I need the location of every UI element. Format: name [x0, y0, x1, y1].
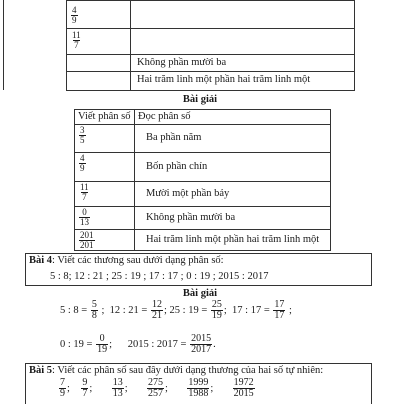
table-reading: Mười một phần bảy [146, 188, 230, 199]
equation-fraction: $\frac{2015}{2017}$ [191, 333, 212, 355]
exercise-4-items: 5 : 8; 12 : 21 ; 25 : 19 ; 17 : 17 ; 0 : 19 ; 2015 : 2017 [50, 271, 269, 282]
row-divider [75, 124, 330, 125]
table-reading: Hai trăm linh một phần hai trăm linh một [146, 234, 320, 245]
exercise-4-prompt: Bài 4: Viết các thương sau dưới dạng phân số: [29, 255, 224, 266]
solution-table [74, 109, 331, 251]
table-reading: Ba phần năm [146, 132, 202, 143]
equation-fraction: $\frac{12}{21}$ [151, 299, 162, 321]
solution-line-2 [60, 334, 216, 355]
row-divider [75, 229, 330, 230]
table-reading: Không phần mười ba [146, 212, 236, 223]
equation-fraction: $\frac{0}{19}$ [97, 333, 108, 355]
equation-text: 5 : 8 = [60, 305, 90, 316]
exercise-fraction: $\frac{7}{9}$ [60, 377, 65, 399]
table-fraction: $\frac{3}{5}$ [80, 125, 85, 145]
equation-text: ; [286, 305, 292, 316]
table-fraction: $\frac{0}{13}$ [80, 207, 89, 227]
solution-line-1 [60, 300, 292, 321]
table-fraction: $\frac{11}{7}$ [80, 182, 89, 202]
equation-text: ; 17 : 17 = [223, 305, 273, 316]
table-fraction: $\frac{201}{201}$ [80, 230, 94, 250]
exercise-fraction: $\frac{1972}{2015}$ [233, 377, 254, 399]
solution-title: Bài giải [182, 94, 218, 105]
row-divider [75, 181, 330, 182]
separator: ; [165, 383, 187, 394]
column-header: Viết phân số [78, 111, 131, 122]
equation-fraction: $\frac{17}{17}$ [274, 299, 285, 321]
row-divider [67, 54, 354, 55]
equation-text: ; 2015 : 2017 = [109, 339, 190, 350]
column-divider [130, 0, 131, 90]
exercise-fraction: $\frac{13}{13}$ [112, 377, 123, 399]
separator: ; [124, 383, 147, 394]
exercise-fraction: $\frac{275}{257}$ [148, 377, 164, 399]
row-divider [75, 206, 330, 207]
equation-text: 0 : 19 = [60, 339, 96, 350]
equation-text: . [213, 339, 216, 350]
exercise-table [66, 0, 355, 91]
exercise-fraction: $\frac{9}{7}$ [82, 377, 88, 399]
solution-title: Bài giải [182, 288, 218, 299]
row-divider [75, 152, 330, 153]
separator: ; [89, 383, 111, 394]
table-reading: Không phần mười ba [137, 57, 227, 68]
exercise-5-items [58, 378, 256, 399]
table-fraction: $\frac{11}{7}$ [72, 30, 81, 50]
equation-text: ; 25 : 19 = [163, 305, 210, 316]
column-header: Đọc phân số [138, 111, 191, 122]
exercise-fraction: $\frac{1999}{1988}$ [188, 377, 209, 399]
separator: ; [67, 383, 81, 394]
equation-text: ; 12 : 21 = [98, 305, 150, 316]
exercise-5-prompt: Bài 5: Viết các phân số sau đây dưới dạng thương của hai số tự nhiên: [29, 365, 324, 376]
table-fraction: $\frac{4}{9}$ [72, 5, 77, 25]
separator: ; [210, 383, 232, 394]
outer-frame-edge [3, 0, 4, 90]
row-divider [67, 28, 354, 29]
row-divider [67, 71, 354, 72]
table-reading: Bốn phần chín [146, 161, 208, 172]
row-divider [67, 0, 354, 1]
equation-fraction: $\frac{25}{19}$ [211, 299, 222, 321]
table-fraction: $\frac{4}{9}$ [80, 153, 85, 173]
equation-fraction: $\frac{5}{8}$ [91, 299, 97, 321]
table-reading: Hai trăm linh một phần hai trăm linh một [137, 74, 311, 85]
